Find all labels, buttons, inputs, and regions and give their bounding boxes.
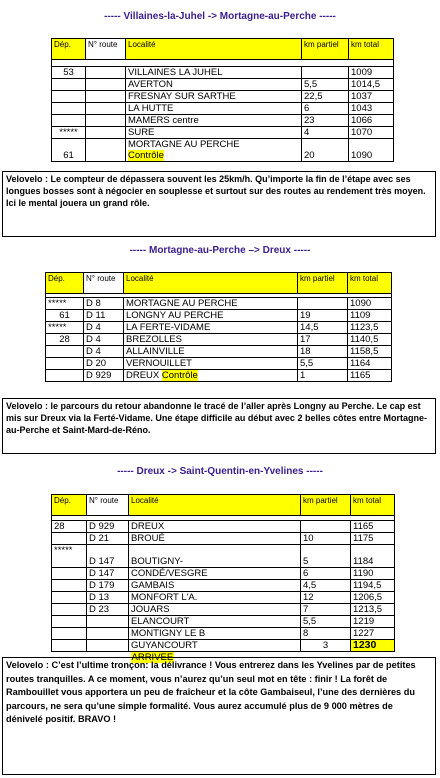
header-km-total: km total [351,495,395,516]
header-route: N° route [84,273,124,294]
table-row: D 4 ALLAINVILLE 18 1158,5 [46,346,392,358]
route-table [45,272,392,382]
route-table [51,38,394,162]
table-row: 53 VILLAINES LA JUHEL 1009 [52,67,394,79]
section-title: ----- Villaines-la-Juhel -> Mortagne-au-Perche ----- [104,11,336,22]
table-row: 28 D 4 BREZOLLES 17 1140,5 [46,334,392,346]
table-row: D 13 MONFORT L'A. 12 1206,5 [52,592,395,604]
table-row: MONTIGNY LE B 8 1227 [52,628,395,640]
table-row: 61 MORTAGNE AU PERCHE Contrôle 20 1090 [52,139,394,162]
header-dep: Dép. [52,495,87,516]
table-row: 28 D 929 DREUX 1165 [52,521,395,533]
header-localite: Localité [124,273,298,294]
controle-label: Contrôle [161,370,198,381]
controle-label: Contrôle [128,150,164,161]
note-box: Velovelo : le parcours du retour abandonne le tracé de l’aller après Longny au Perche. Le cap est mis sur Dreux via la Ferté-Vidame. Une étape difficile au début avec 2 belles côtes entre Mortagne-au-Perche et Saint-Mard-de-Réno. [2,398,436,454]
table-row: ***** D 147 BOUTIGNY- 5 1184 [52,545,395,568]
header-localite: Localité [129,495,301,516]
table-row: D 179 GAMBAIS 4,5 1194,5 [52,580,395,592]
table-row: D 20 VERNOUILLET 5,5 1164 [46,358,392,370]
final-total: 1230 [351,640,395,652]
table-row: D 929 DREUX Contrôle 1 1165 [46,370,392,382]
header-km-partiel: km partiel [302,39,349,60]
header-dep: Dép. [46,273,84,294]
table-header [52,39,394,60]
table-row: 61 D 11 LONGNY AU PERCHE 19 1109 [46,310,392,322]
section-title: ----- Mortagne-au-Perche –> Dreux ----- [129,245,311,256]
table-row: ***** D 8 MORTAGNE AU PERCHE 1090 [46,298,392,310]
table-row: FRESNAY SUR SARTHE 22,5 1037 [52,91,394,103]
header-route: N° route [87,495,129,516]
header-km-total: km total [348,273,392,294]
note-box: Velovelo : Le compteur de dépassera souvent les 25km/h. Qu’importe la fin de l’étape avec ses longues bosses sont à négocier en souplesse et surtout sur des routes au rendement très moyen. Ici le mental jouera un grand rôle. [2,171,436,237]
table-row: ***** D 4 LA FERTE-VIDAME 14,5 1123,5 [46,322,392,334]
table-header [52,495,395,516]
table-row: AVERTON 5,5 1014,5 [52,79,394,91]
header-km-partiel: km partiel [298,273,348,294]
table-row: D 21 BROUÉ 10 1175 [52,533,395,545]
table-row: ***** SURE 4 1070 [52,127,394,139]
header-km-total: km total [349,39,394,60]
table-row: ELANCOURT 5,5 1219 [52,616,395,628]
table-row: D 23 JOUARS 7 1213,5 [52,604,395,616]
table-row: LA HUTTE 6 1043 [52,103,394,115]
table-row: MAMERS centre 23 1066 [52,115,394,127]
arrivee-label: ARRIVEE [131,652,174,663]
header-km-partiel: km partiel [301,495,351,516]
route-table [51,494,395,663]
table-header [46,273,392,294]
header-route: N° route [86,39,126,60]
table-row: GUYANCOURT 3 1230 [52,640,395,652]
header-localite: Localité [126,39,302,60]
table-row: D 147 CONDÉ/VESGRE 6 1190 [52,568,395,580]
section-title: ----- Dreux -> Saint-Quentin-en-Yvelines ----- [117,466,323,477]
header-dep: Dép. [52,39,86,60]
note-box: Velovelo : C’est l’ultime tronçon: la délivrance ! Vous entrerez dans les Yvelines par de petites routes tranquilles. A ce moment, vous n’aurez qu’un seul mot en tête : finir ! La forêt de Rambouillet vous apportera un peu de fraîcheur et la côte Gambaiseul, l’une des dernières du parcours, ne sera qu’une simple formalité. Vous aurez accumulé plus de 9 000 mètres de dénivelé positif. BRAVO ! [2,657,436,775]
